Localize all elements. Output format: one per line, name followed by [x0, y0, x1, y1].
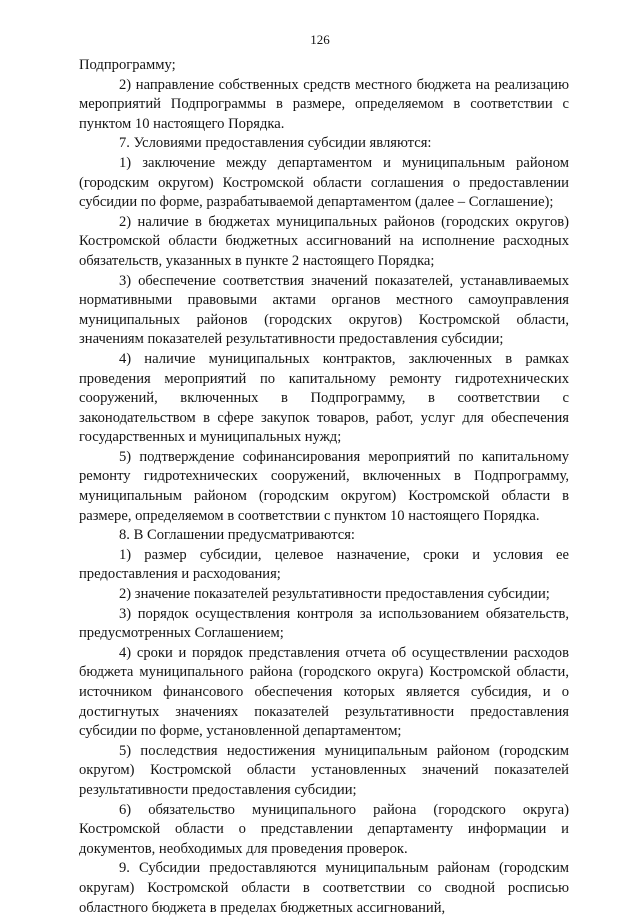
paragraph: 1) размер субсидии, целевое назначение, сроки и условия ее предоставления и расходования;: [79, 546, 569, 583]
paragraph: Подпрограмму;: [79, 57, 176, 73]
paragraph: 9. Субсидии предоставляются муниципальным районам (городским округам) Костромской области в соответствии со сводной росписью областного бюджета в пределах бюджетных ассигнований,: [79, 860, 569, 916]
paragraph: 5) подтверждение софинансирования мероприятий по капитальному ремонту гидротехнических сооружений, включенных в Подпрограмму, муниципальным районом (городским округом) Костромской области в размере, определяемом в соответствии с пунктом 10 настоящего Порядка.: [79, 448, 569, 524]
paragraph: 2) направление собственных средств местного бюджета на реализацию мероприятий Подпрограммы в размере, определяемом в соответствии с пунктом 10 настоящего Порядка.: [79, 76, 569, 132]
paragraph: 4) наличие муниципальных контрактов, заключенных в рамках проведения мероприятий по капитальному ремонту гидротехнических сооружений, включенных в Подпрограмму, в соответствии с законодательством в сфере закупок товаров, работ, услуг для обеспечения государственных и муниципальных нужд;: [79, 350, 569, 446]
paragraph: 4) сроки и порядок представления отчета об осуществлении расходов бюджета муниципального района (городского округа) Костромской области, источником финансового обеспечения которых является субсидия, и о достигнутых значениях показателей результативности предоставления субсидии по форме, установленной департаментом;: [79, 644, 569, 740]
document-body: [79, 56, 569, 918]
paragraph: 8. В Соглашении предусматриваются:: [119, 527, 355, 544]
paragraph: 2) наличие в бюджетах муниципальных районов (городских округов) Костромской области бюджетных ассигнований на исполнение расходных обязательств, указанных в пункте 2 настоящего Порядка;: [79, 213, 569, 269]
paragraph: 1) заключение между департаментом и муниципальным районом (городским округом) Костромской области соглашения о предоставлении субсидии по форме, разрабатываемой департаментом (далее – Соглашение);: [79, 154, 569, 211]
paragraph: 5) последствия недостижения муниципальным районом (городским округом) Костромской области установленных значений показателей результативности предоставления субсидии;: [79, 742, 569, 798]
page-number: 126: [310, 32, 330, 47]
paragraph: 2) значение показателей результативности предоставления субсидии;: [119, 586, 550, 603]
paragraph: 6) обязательство муниципального района (городского округа) Костромской области о представлении департаменту информации и документов, необходимых для проведения проверок.: [79, 801, 569, 857]
paragraph: 7. Условиями предоставления субсидии являются:: [119, 135, 432, 152]
paragraph: 3) порядок осуществления контроля за использованием обязательств, предусмотренных Соглашением;: [79, 605, 569, 642]
paragraph: 3) обеспечение соответствия значений показателей, устанавливаемых нормативными правовыми актами органов местного самоуправления муниципальных районов (городских округов) Костромской области, значениям показателей результативности предоставления субсидии;: [79, 272, 569, 348]
